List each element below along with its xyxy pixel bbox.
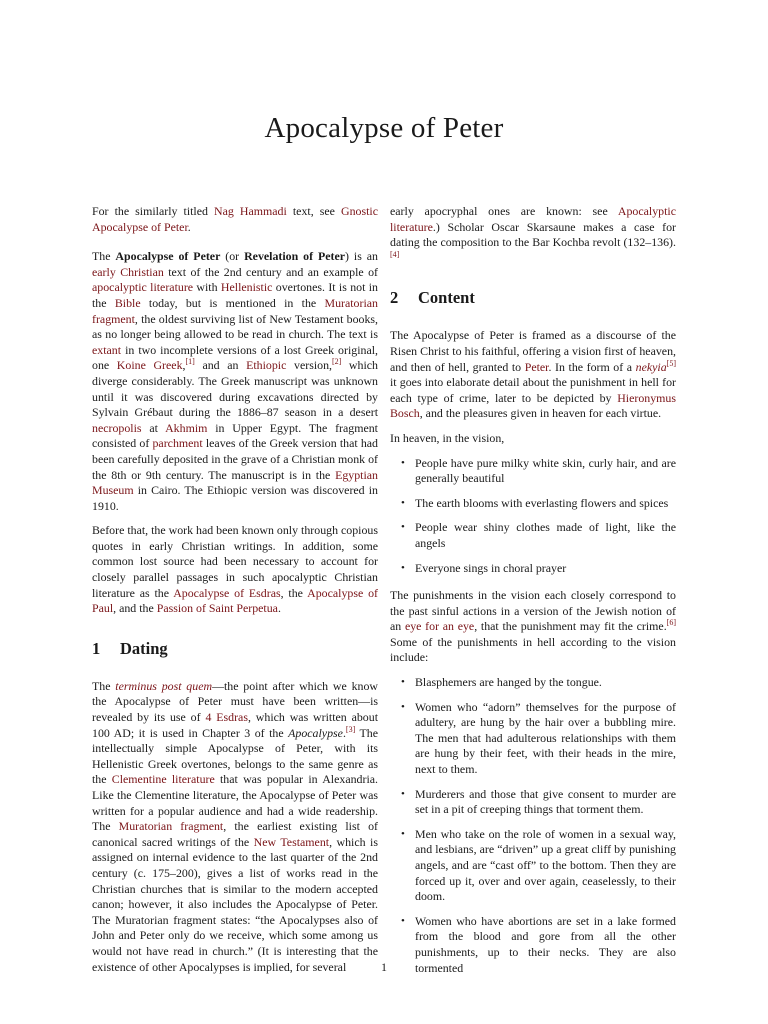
list-item-text: Blasphemers are hanged by the tongue. — [415, 675, 602, 690]
text: . — [187, 219, 191, 234]
link-early-christian[interactable]: early Christian — [92, 264, 164, 279]
text: The punishments in the vision each closely correspond to the past sinful actions in a version of the Jewish notion of an — [390, 588, 676, 634]
citation-link[interactable]: [1] — [185, 357, 195, 367]
section-title: Dating — [120, 638, 168, 658]
section-heading-dating — [92, 639, 378, 659]
list-item — [390, 496, 676, 512]
list-item-text: People have pure milky white skin, curly hair, and are generally beautiful — [415, 455, 676, 486]
citation-link[interactable]: [4] — [390, 249, 400, 259]
text: with — [193, 280, 221, 295]
link-nekyia[interactable]: nekyia — [635, 359, 667, 374]
citation-link[interactable]: [5] — [666, 358, 676, 368]
bullet-icon: • — [401, 914, 405, 927]
text: . — [342, 725, 346, 740]
text: —the point after which we know the Apocalypse of Peter must have been written—is revealed by its use of — [92, 678, 378, 725]
text: at — [141, 420, 166, 435]
text: .) Scholar Oscar Skarsaune makes a case for dating the composition to the Bar Kochba revolt (132–136). — [390, 219, 676, 250]
list-item-text: People wear shiny clothes made of light, like the angels — [415, 520, 676, 550]
bullet-icon: • — [401, 561, 405, 574]
text: today, but is mentioned in the — [140, 295, 325, 310]
text: . — [277, 601, 281, 616]
link-ethiopic[interactable]: Ethiopic — [246, 358, 287, 373]
before-paragraph — [92, 523, 378, 617]
link-extant[interactable]: extant — [92, 342, 122, 357]
text: Some of the punishments in hell according to the vision include: — [390, 634, 676, 665]
section-title: Content — [418, 288, 475, 308]
heaven-list — [390, 456, 676, 577]
link-muratorian-fragment[interactable]: Muratorian fragment — [118, 819, 224, 834]
text: ) is an — [345, 249, 379, 264]
text: it goes into elaborate detail about the punishment in hell for each type of crime, later to be depicted by — [390, 375, 676, 405]
text: early apocryphal ones are known: see — [390, 204, 618, 218]
link-4-esdras[interactable]: 4 Esdras — [205, 710, 248, 725]
dating-paragraph-continued — [390, 204, 676, 266]
content-paragraph — [390, 328, 676, 422]
text: Before that, the work had been known only through copious quotes in early Christian writings. In addition, some common lost source had been necessary to account for closely parallel passages in such apocalyptic Christian literature as the — [92, 523, 378, 600]
text: that was popular in Alexandria. Like the Clementine literature, the Apocalypse of Peter was written for a popular audience and had a wide readership. The — [92, 772, 379, 834]
text: . In the form of a — [548, 359, 636, 374]
text: , which was written about 100 AD; it is used in Chapter 3 of the — [92, 710, 379, 740]
link-passion-of-saint-perpetua[interactable]: Passion of Saint Perpetua — [156, 601, 278, 616]
text: in two incomplete versions of a lost Greek original, one — [92, 342, 378, 373]
italic-term: Apocalypse — [288, 725, 343, 740]
link-clementine-literature[interactable]: Clementine literature — [111, 772, 215, 787]
text: , and the — [113, 601, 157, 616]
text: , — [182, 358, 186, 373]
heaven-intro: In heaven, in the vision, — [390, 430, 505, 445]
link-eye-for-an-eye[interactable]: eye for an eye — [404, 619, 475, 634]
link-hieronymus-bosch[interactable]: Hieronymus Bosch — [390, 390, 676, 421]
text: in Upper Egypt. The fragment consisted of — [92, 420, 378, 451]
citation-link[interactable]: [2] — [331, 357, 342, 367]
punishments-paragraph — [390, 588, 676, 666]
intro-paragraph — [92, 249, 378, 514]
link-koine-greek[interactable]: Koine Greek — [116, 358, 183, 373]
list-item-text: Women who “adorn” themselves for the purpose of adultery, are hung by the hair over a bubbling mire. The men that had adulterous relationships with them are hung by their feet, with their heads in the mire, next to them. — [415, 699, 676, 777]
list-item — [390, 520, 676, 551]
text: , which is assigned on internal evidence to the last quarter of the 2nd century (c. 175–200), gives a list of works read in the Christian churches that is similar to the modern accepted canon; however, it also includes the Apocalypse of Peter. The Muratorian fragment states: “the Apocalypses also of John and Peter only do we receive, which some among us would not have read in church.” (It is interesting that the existence of other Apocalypses is implied, for several — [92, 834, 378, 974]
text: , the — [280, 585, 308, 600]
text: For the similarly titled — [92, 204, 215, 218]
list-item-text: Women who have abortions are set in a lake formed from the blood and gore from all the other punishments, up to their necks. They are also tormented — [415, 913, 676, 975]
list-item — [390, 456, 676, 487]
section-number: 2 — [390, 288, 399, 308]
text: (or — [220, 249, 245, 264]
list-item-text: Everyone sings in choral prayer — [415, 560, 567, 575]
bullet-icon: • — [401, 496, 405, 509]
link-necropolis[interactable]: necropolis — [92, 420, 142, 435]
text: , the earliest existing list of canonical sacred writings of the — [92, 819, 378, 849]
left-column — [92, 204, 378, 984]
hell-list — [390, 675, 676, 976]
section-heading-content — [390, 288, 676, 308]
text: overtones. It is not in the — [92, 280, 378, 310]
list-item-text: The earth blooms with everlasting flowers and spices — [415, 495, 669, 510]
text: , that the punishment may fit the crime. — [474, 619, 667, 634]
link-hellenistic[interactable]: Hellenistic — [220, 280, 273, 295]
dating-paragraph — [92, 679, 378, 975]
list-item-text: Men who take on the role of women in a sexual way, and lesbians, are “driven” up a great cliff by punishing angels, and are “cast off” to the bottom. Then they are forced up it, over and over again, ceaselessly, to their doom. — [415, 826, 676, 904]
text: The — [92, 678, 116, 693]
text: version, — [286, 358, 332, 373]
right-column — [390, 204, 676, 988]
page-title: Apocalypse of Peter — [264, 112, 504, 144]
text: in Cairo. The Ethiopic version was discovered in 1910. — [92, 483, 378, 513]
list-item — [390, 675, 676, 691]
text: The — [92, 249, 116, 264]
citation-link[interactable]: [6] — [666, 618, 676, 628]
list-item — [390, 827, 676, 905]
text: text of the 2nd century and an example of — [163, 264, 378, 279]
bullet-icon: • — [401, 700, 405, 713]
link-apocalypse-of-esdras[interactable]: Apocalypse of Esdras — [173, 585, 281, 600]
text: and an — [194, 358, 247, 373]
bold-term: Revelation of Peter — [244, 249, 346, 264]
link-egyptian-museum[interactable]: Egyptian Museum — [92, 467, 378, 498]
text: , and the pleasures given in heaven for each virtue. — [419, 406, 662, 421]
section-number: 1 — [92, 638, 101, 658]
link-akhmim[interactable]: Akhmim — [165, 420, 208, 435]
link-nag-hammadi[interactable]: Nag Hammadi — [214, 204, 287, 218]
bullet-icon: • — [401, 676, 405, 689]
list-item — [390, 787, 676, 818]
link-peter[interactable]: Peter — [524, 359, 549, 374]
bullet-icon: • — [401, 521, 405, 534]
link-bible[interactable]: Bible — [114, 295, 141, 310]
link-muratorian-fragment[interactable]: Muratorian fragment — [92, 295, 378, 326]
link-parchment[interactable]: parchment — [152, 436, 203, 451]
text: leaves of the Greek version that had been carefully deposited in the grave of a Christian monk of the 8th or 9th century. The manuscript is in the — [92, 436, 378, 482]
list-item-text: Murderers and those that give consent to murder are set in a pit of creeping things that torment them. — [415, 786, 676, 817]
link-apocalypse-of-paul[interactable]: Apocalypse of Paul — [92, 585, 378, 616]
page-number: 1 — [381, 960, 387, 974]
citation-link[interactable]: [3] — [345, 724, 356, 734]
list-item — [390, 561, 676, 577]
text: which diverge considerably. The Greek manuscript was unknown until it was discovered during excavations directed by Sylvain Grébaut during the 1886–87 season in a desert — [92, 358, 378, 420]
text: The intellectually simple Apocalypse of Peter, with its Hellenistic Greek overtones, belongs to the same genre as the — [92, 725, 379, 787]
bullet-icon: • — [401, 456, 405, 469]
link-new-testament[interactable]: New Testament — [253, 834, 330, 849]
text: text, see — [286, 204, 342, 218]
link-gnostic-apocalypse-of-peter[interactable]: Gnostic Apocalypse of Peter — [92, 204, 379, 234]
link-apocalyptic-literature[interactable]: apocalyptic literature — [92, 280, 194, 295]
list-item — [390, 700, 676, 778]
bold-term: Apocalypse of Peter — [115, 249, 221, 264]
hatnote — [92, 204, 378, 235]
text: , the oldest surviving list of New Testament books, as no longer being allowed to be read in church. The text is — [92, 311, 378, 342]
link-terminus-post-quem[interactable]: terminus post quem — [115, 678, 213, 693]
text: The Apocalypse of Peter is framed as a discourse of the Risen Christ to his faithful, offering a vision first of heaven, and then of hell, granted to — [390, 328, 676, 374]
link-apocalyptic-literature[interactable]: Apocalyptic literature — [390, 204, 676, 234]
bullet-icon: • — [401, 827, 405, 840]
bullet-icon: • — [401, 787, 405, 800]
